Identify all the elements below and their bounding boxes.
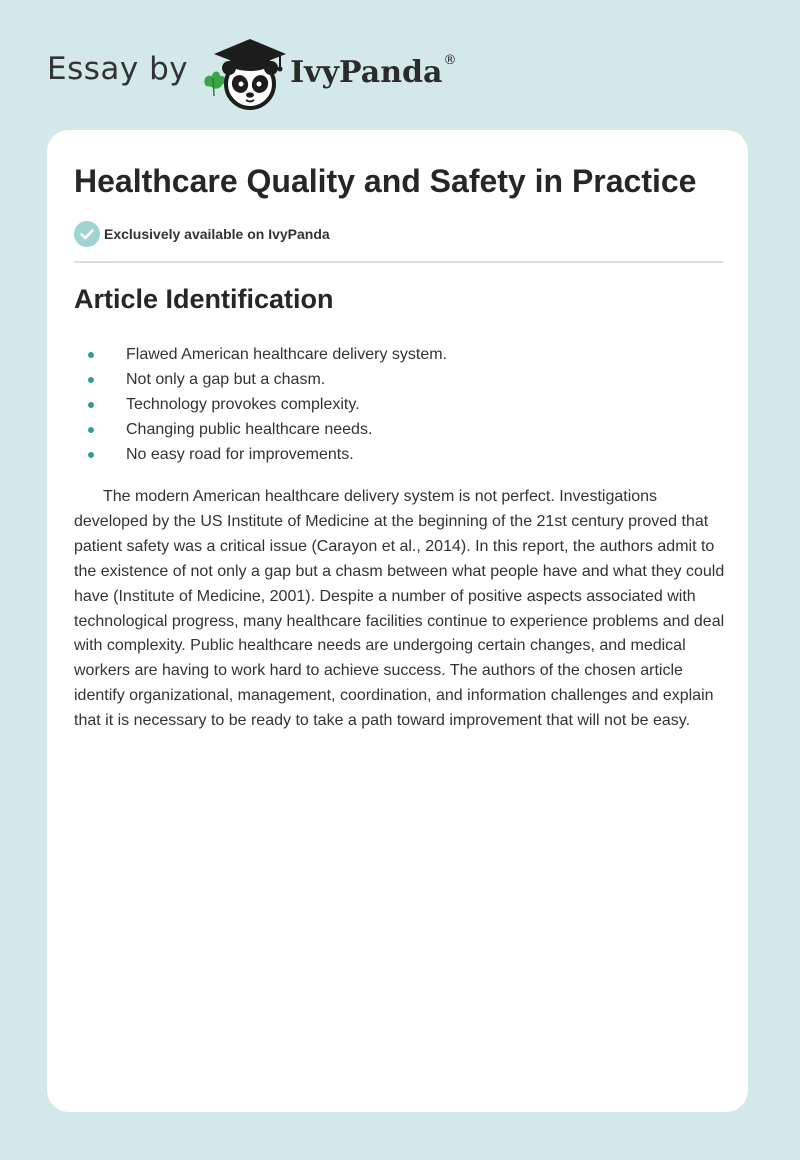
page-title: Healthcare Quality and Safety in Practice xyxy=(74,163,697,199)
list-item xyxy=(74,442,447,467)
panda-graduate-icon xyxy=(200,34,296,110)
essay-card xyxy=(47,130,748,1112)
brand-name: IvyPanda xyxy=(290,54,443,90)
bullet-dot-icon xyxy=(88,427,94,433)
bullet-dot-icon xyxy=(88,452,94,458)
bullet-dot-icon xyxy=(88,352,94,358)
list-item-text: No easy road for improvements. xyxy=(126,446,354,463)
list-item-text: Flawed American healthcare delivery system. xyxy=(126,346,448,363)
list-item xyxy=(74,417,447,442)
bullet-dot-icon xyxy=(88,402,94,408)
brand-prefix: Essay by xyxy=(47,51,189,87)
list-item-text: Not only a gap but a chasm. xyxy=(126,371,326,388)
brand-logo[interactable] xyxy=(47,34,456,110)
section-heading: Article Identification xyxy=(74,284,334,314)
divider xyxy=(74,261,723,263)
registered-mark: ® xyxy=(443,52,457,68)
bullet-dot-icon xyxy=(88,377,94,383)
badge-label: Exclusively available on IvyPanda xyxy=(104,226,330,242)
list-item xyxy=(74,392,447,417)
check-circle-icon xyxy=(74,221,100,247)
list-item-text: Technology provokes complexity. xyxy=(126,396,360,413)
list-item xyxy=(74,342,447,367)
article-paragraph: The modern American healthcare delivery system is not perfect. Investigations developed by the US Institute of Medicine at the beginning of the 21st century proved that patient safety was a critical issue (Carayon et al., 2014). In this report, the authors admit to the existence of not only a gap but a chasm between what people have and what they could have (Institute of Medicine, 2001). Despite a number of positive aspects associated with technological progress, many healthcare facilities continue to experience problems and deal with complexity. Public healthcare needs are undergoing certain changes, and medical workers are having to work hard to achieve success. The authors of the chosen article identify organizational, management, coordination, and information challenges and explain that it is necessary to be ready to take a path toward improvement that will not be easy. xyxy=(74,488,725,730)
exclusive-badge xyxy=(74,221,330,247)
list-item xyxy=(74,367,447,392)
bullet-list xyxy=(74,342,447,467)
list-item-text: Changing public healthcare needs. xyxy=(126,421,373,438)
